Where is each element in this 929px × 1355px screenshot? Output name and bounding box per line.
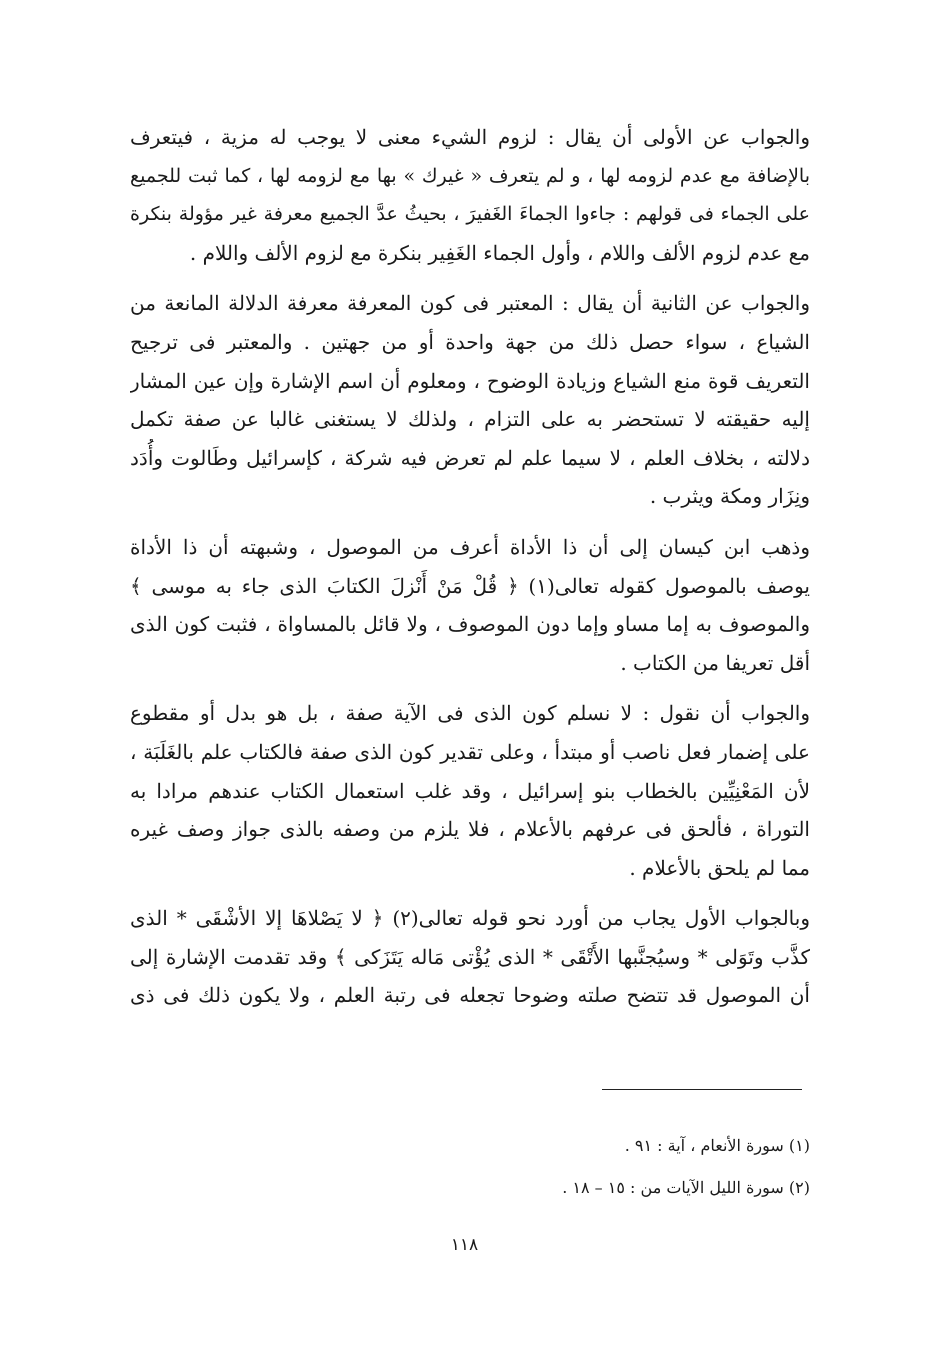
paragraph-4 [130, 694, 810, 887]
text-line: أن الموصول قد تتضح صلته وضوحا تجعله فى رتبة العلم ، ولا يكون ذلك فى ذى [130, 983, 810, 1008]
text-line: والموصوف به إما مساو وإما دون الموصوف ، ولا قائل بالمساواة ، فثبت كون الذى [130, 612, 810, 637]
text-line: بالإضافة مع عدم لزومه لها ، و لم يتعرف « غيرك » بها مع لزومه لها ، كما ثبت للجميع [130, 164, 810, 187]
text-line: ونِزَار ومكة ويثرب . [649, 484, 810, 509]
text-line: يوصف بالموصول كقوله تعالى(١) ﴿ قُلْ مَنْ أَنْزلَ الكتابَ الذى جاء به موسى ﴾ [130, 573, 810, 598]
text-line: دلالته ، بخلاف العلم ، لا سيما علم لم تعرض فيه شركة ، كإسرائيل وطَالوت وأُدَد [130, 445, 810, 470]
footnote-1: (١) سورة الأنعام ، آية : ٩١ . [624, 1136, 810, 1155]
text-line: التوراة ، فألحق فى عرفهم بالأعلام ، فلا يلزم من وصفه بالذى جواز وصف غيره [130, 817, 810, 842]
text-line: وذهب ابن كيسان إلى أن ذا الأداة أعرف من الموصول ، وشبهته أن ذا الأداة [130, 534, 810, 559]
text-line: والجواب عن الثانية أن يقال : المعتبر فى كون المعرفة معرفة الدلالة المانعة من [130, 291, 810, 316]
text-line: لأن المَعْنِيِّين بالخطاب بنو إسرائيل ، وقد غلب استعمال الكتاب عندهم مرادا به [130, 778, 810, 803]
paragraph-5 [130, 899, 810, 1015]
page-number: ١١٨ [450, 1235, 479, 1255]
text-line: وبالجواب الأول يجاب من أورد نحو قوله تعالى(٢) ﴿ لا يَصْلاهَا إلا الأشْقَى * الذى [130, 906, 810, 931]
text-line: على الجماء فى قولهم : جاءوا الجماءَ الغَفيرَ ، بحيثُ عدَّ الجميع معرفة غير مؤولة بنكرة [130, 203, 810, 226]
paragraph-1 [130, 118, 810, 272]
paragraph-3 [130, 528, 810, 682]
page-body [130, 118, 810, 1027]
paragraph-2 [130, 284, 810, 516]
text-line: مما لم يلحق بالأعلام . [629, 855, 810, 880]
footnote-2: (٢) سورة الليل الآيات من : ١٥ – ١٨ . [562, 1178, 810, 1197]
text-line: إليه حقيقته لا تستحضر به على التزام ، ولذلك لا يستغنى غالبا عن صفة تكمل [130, 407, 810, 432]
footnotes [300, 1125, 810, 1209]
text-line: مع عدم لزوم الألف واللام ، وأول الجماء الغَفِير بنكرة مع لزوم الألف واللام . [189, 240, 810, 265]
text-line: على إضمار فعل ناصب أو مبتدأ ، وعلى تقدير كون الذى صفة فالكتاب علم بالغَلَبَة ، [130, 739, 810, 764]
text-line: والجواب عن الأولى أن يقال : لزوم الشيء معنى لا يوجب له مزية ، فيتعرف [130, 125, 810, 149]
text-line: والجواب أن نقول : لا نسلم كون الذى فى الآية صفة ، بل هو بدل أو مقطوع [130, 701, 810, 726]
footnote-divider [602, 1089, 802, 1090]
text-line: أقل تعريفا من الكتاب . [620, 650, 810, 675]
text-line: الشياع ، سواء حصل ذلك من جهة واحدة أو من جهتين . والمعتبر فى ترجيح [130, 329, 810, 354]
text-line: كذَّب وتَوَلى * وسيُجنَّبها الأَتْقَى * الذى يُؤْتى مَاله يَتَزَكى ﴾ وقد تقدمت الإشارة إلى [130, 944, 810, 969]
text-line: التعريف قوة منع الشياع وزيادة الوضوح ، ومعلوم أن اسم الإشارة وإن عين المشار [130, 368, 810, 393]
